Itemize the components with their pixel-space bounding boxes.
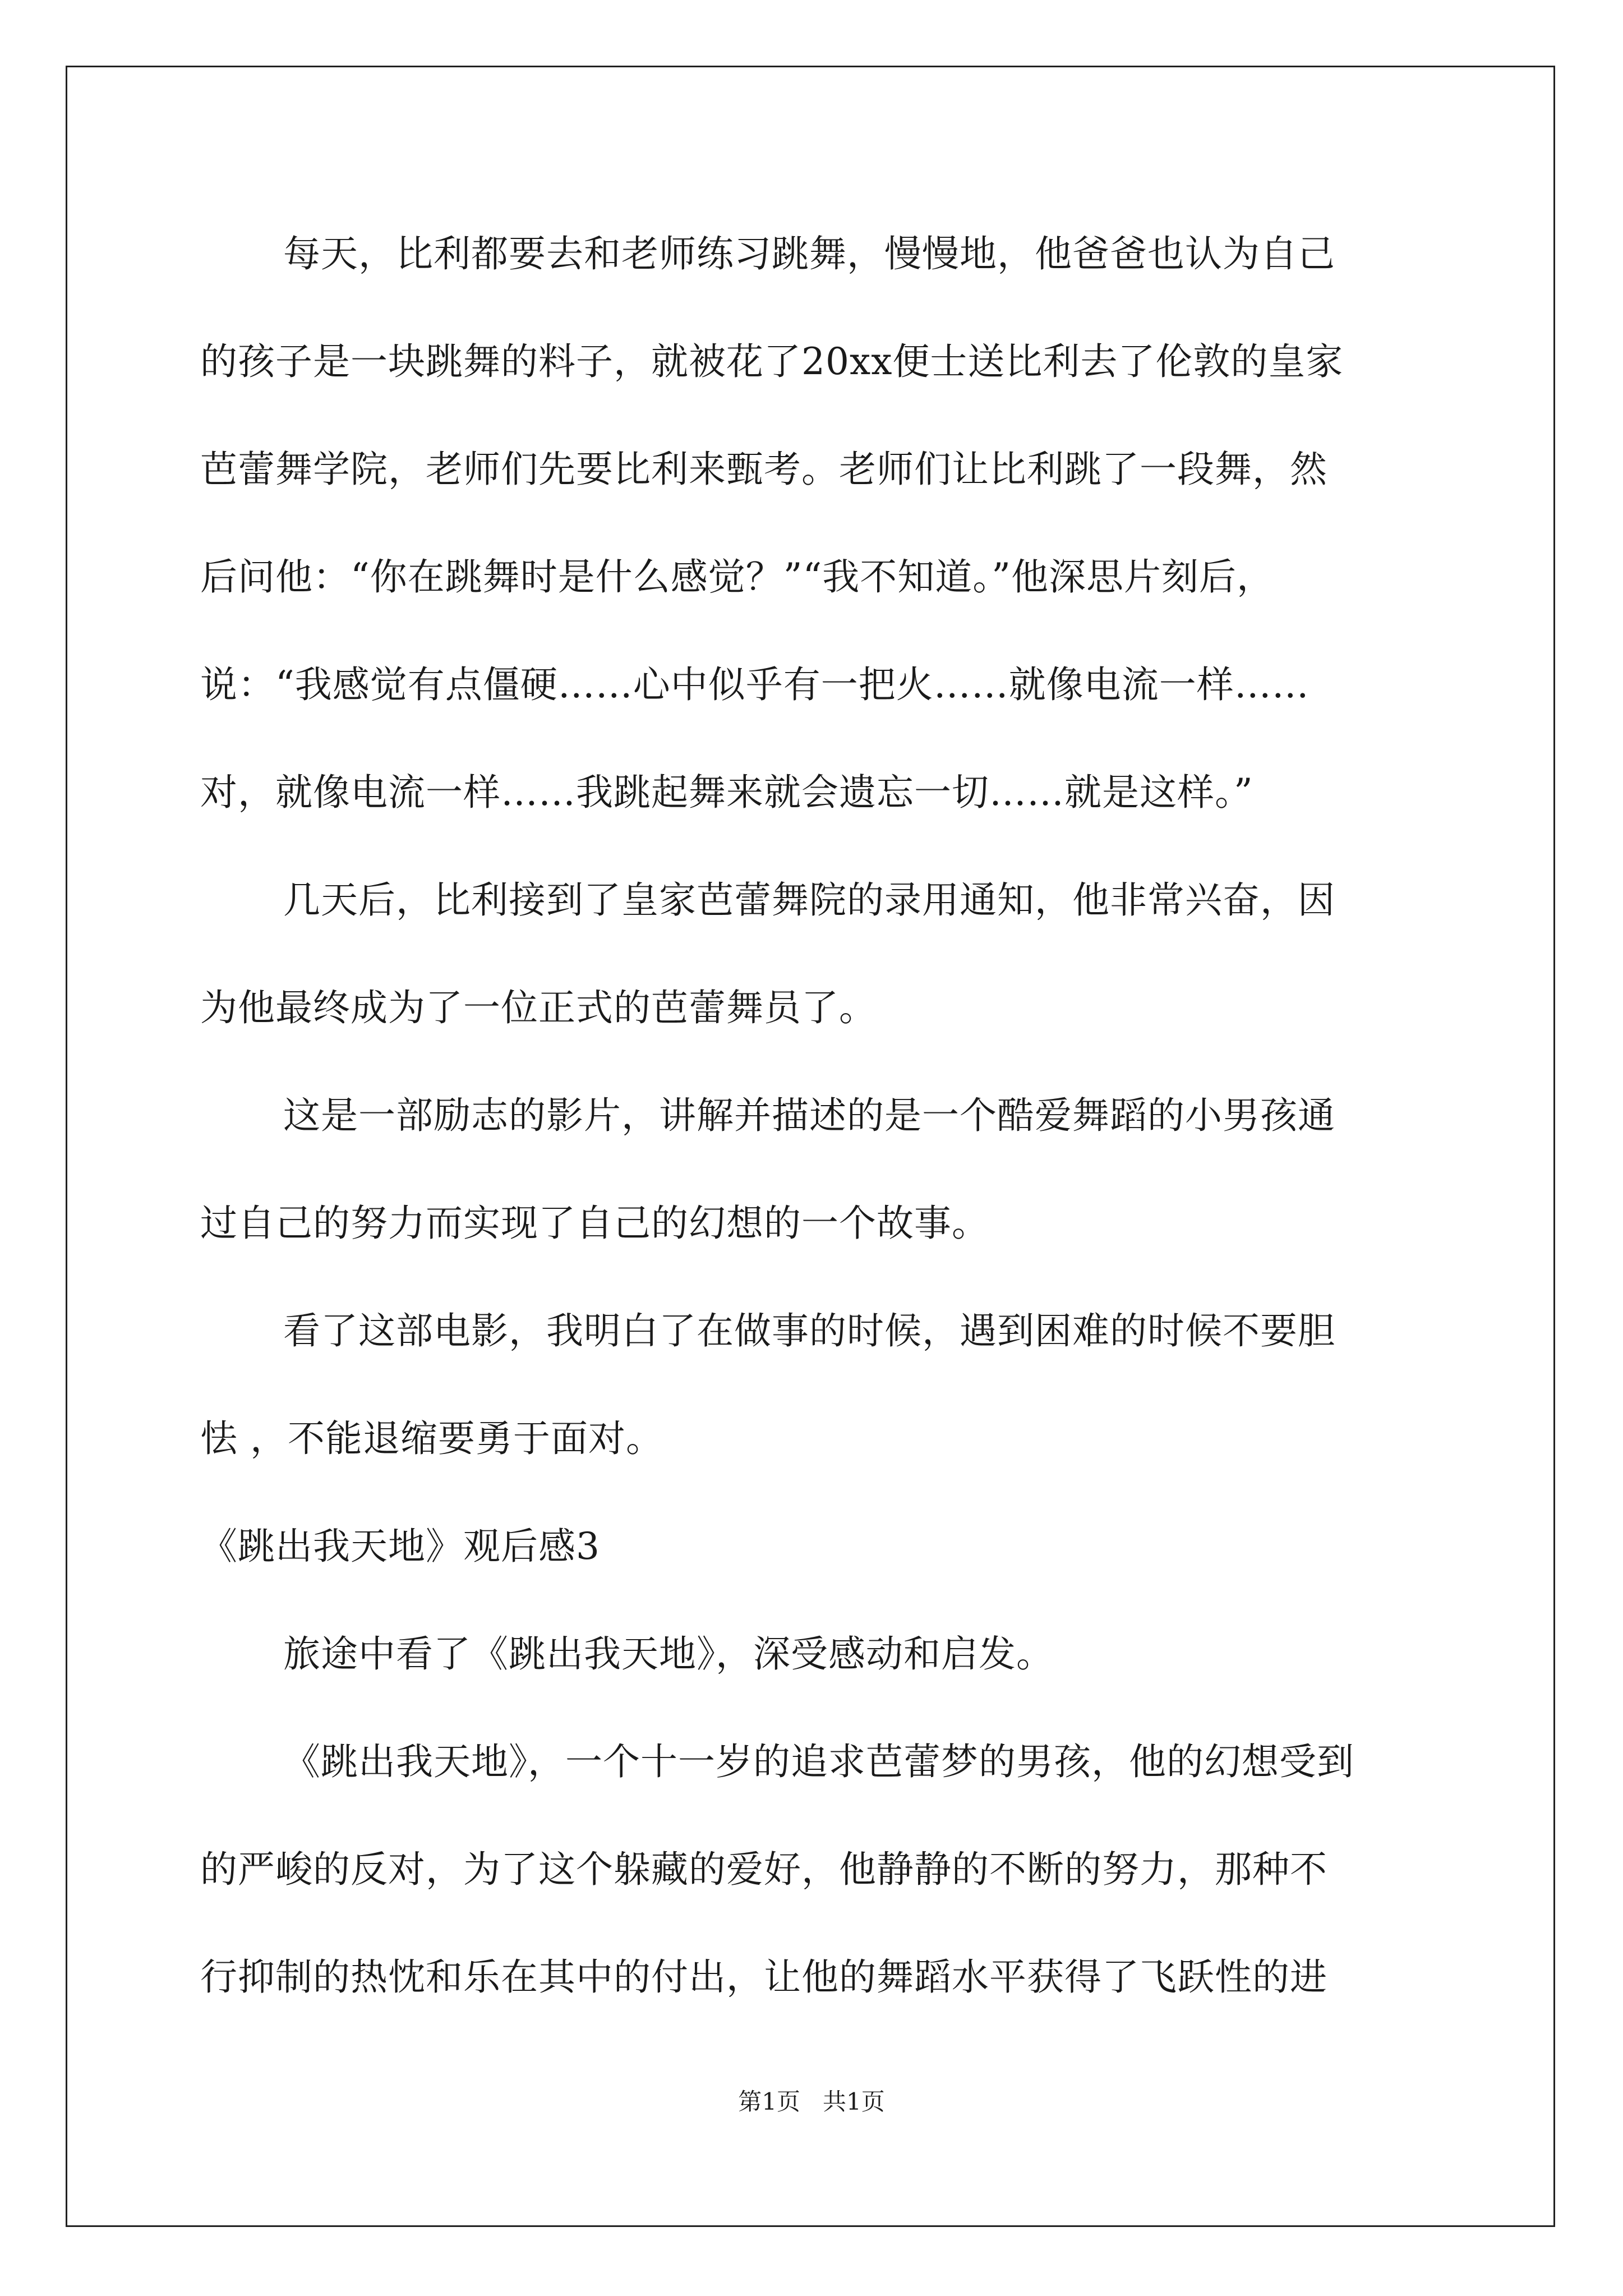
paragraph-line: 为他最终成为了一位正式的芭蕾舞员了。	[200, 986, 877, 1029]
paragraph-line: 旅途中看了《跳出我天地》，深受感动和启发。	[283, 1632, 1054, 1676]
paragraph-line: 芭蕾舞学院，老师们先要比利来甄考。老师们让比利跳了一段舞，然	[200, 448, 1327, 491]
paragraph-line: 行抑制的热忱和乐在其中的付出，让他的舞蹈水平获得了飞跃性的进	[200, 1955, 1327, 1999]
paragraph-line: 《跳出我天地》，一个十一岁的追求芭蕾梦的男孩，他的幻想受到	[283, 1740, 1354, 1783]
paragraph-line: 怯 ，不能退缩要勇于面对。	[200, 1417, 663, 1460]
paragraph-line: 说：“我感觉有点僵硬……心中似乎有一把火……就像电流一样……	[200, 663, 1310, 706]
page-border	[66, 66, 1555, 2227]
paragraph-line: 的孩子是一块跳舞的料子，就被花了20xx便士送比利去了伦敦的皇家	[200, 340, 1344, 383]
paragraph-line: 几天后，比利接到了皇家芭蕾舞院的录用通知，他非常兴奋，因	[283, 878, 1335, 922]
paragraph-line: 后问他：“你在跳舞时是什么感觉？”“我不知道。”他深思片刻后，	[200, 555, 1274, 599]
paragraph-line: 这是一部励志的影片，讲解并描述的是一个酷爱舞蹈的小男孩通	[283, 1094, 1335, 1137]
paragraph-line: 每天，比利都要去和老师练习跳舞，慢慢地，他爸爸也认为自己	[283, 232, 1335, 275]
paragraph-line: 的严峻的反对，为了这个躲藏的爱好，他静静的不断的努力，那种不	[200, 1848, 1327, 1891]
page-number-footer: 第1页 共1页	[738, 2088, 885, 2115]
paragraph-line: 过自己的努力而实现了自己的幻想的一个故事。	[200, 1202, 989, 1245]
paragraph-line: 对，就像电流一样……我跳起舞来就会遗忘一切……就是这样。”	[200, 771, 1253, 814]
paragraph-line: 看了这部电影，我明白了在做事的时候，遇到困难的时候不要胆	[283, 1309, 1335, 1352]
section-heading: 《跳出我天地》观后感3	[200, 1525, 600, 1568]
